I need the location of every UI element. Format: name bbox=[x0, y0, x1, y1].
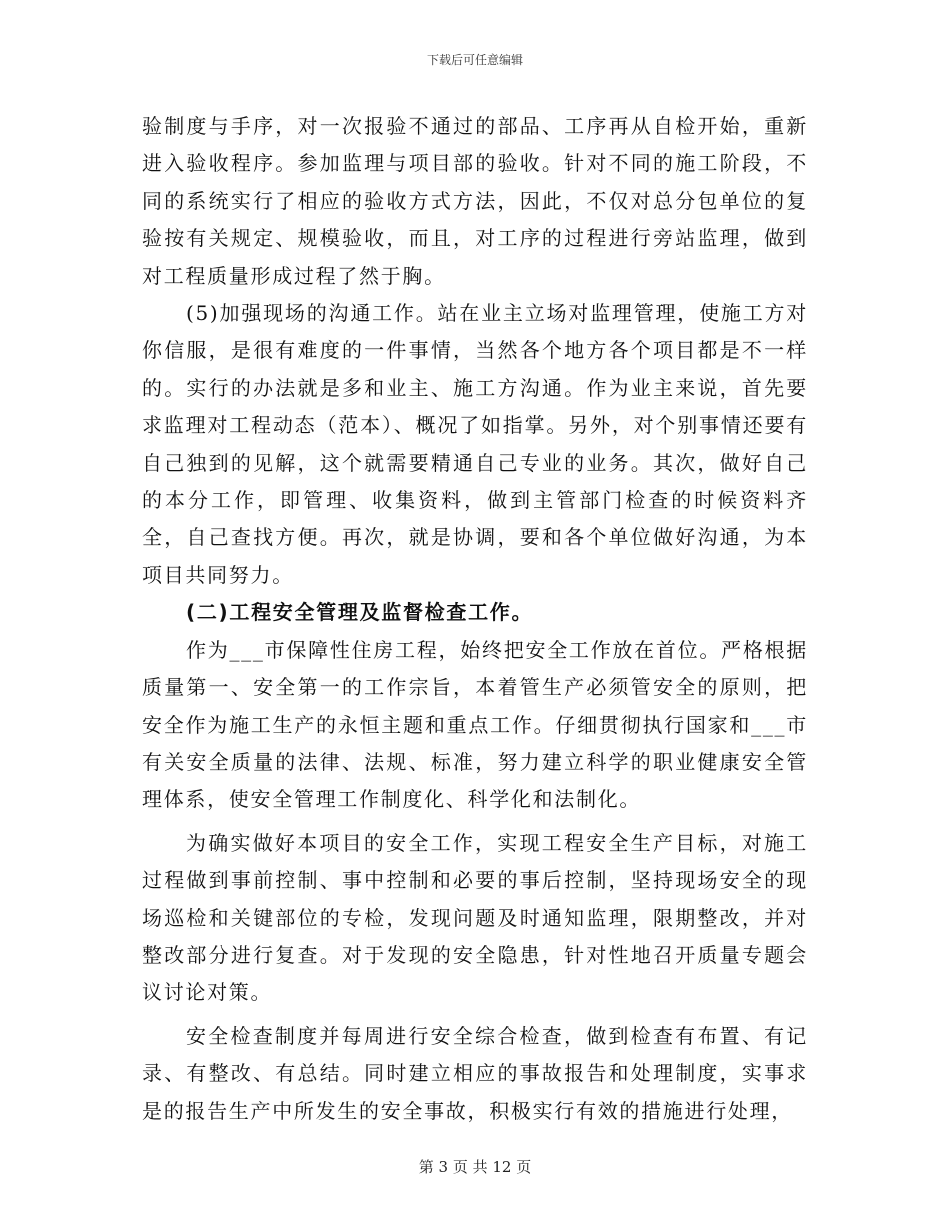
section-heading-safety: (二)工程安全管理及监督检查工作。 bbox=[186, 600, 534, 625]
paragraph-safety-inspection: 安全检查制度并每周进行安全综合检查，做到检查有布置、有记录、有整改、有总结。同时建立相应的事故报告和处理制度，实事求是的报告生产中所发生的安全事故，积极实行有效的措施进行处理， bbox=[142, 1023, 808, 1123]
document-body bbox=[142, 108, 808, 1130]
paragraph-safety-priority: 作为___市保障性住房工程，始终把安全工作放在首位。严格根据质量第一、安全第一的工作宗旨，本着管生产必须管安全的原则，把安全作为施工生产的永恒主题和重点工作。仔细贯彻执行国家和___市有关安全质量的法律、法规、标准，努力建立科学的职业健康安全管理体系，使安全管理工作制度化、科学化和法制化。 bbox=[142, 637, 808, 812]
paragraph-safety-control: 为确实做好本项目的安全工作，实现工程安全生产目标，对施工过程做到事前控制、事中控制和必要的事后控制，坚持现场安全的现场巡检和关键部位的专检，发现问题及时通知监理，限期整改，并对整改部分进行复查。对于发现的安全隐患，针对性地召开质量专题会议讨论对策。 bbox=[142, 830, 808, 1005]
paragraph-acceptance-continued: 验制度与手序，对一次报验不通过的部品、工序再从自检开始，重新进入验收程序。参加监理与项目部的验收。针对不同的施工阶段，不同的系统实行了相应的验收方式方法，因此，不仅对总分包单位的复验按有关规定、规模验收，而且，对工序的过程进行旁站监理，做到对工程质量形成过程了然于胸。 bbox=[142, 114, 808, 288]
page-number: 第 3 页 共 12 页 bbox=[418, 1158, 532, 1176]
page-header-note: 下载后可任意编辑 bbox=[426, 53, 523, 67]
paragraph-communication: (5)加强现场的沟通工作。站在业主立场对监理管理，使施工方对你信服，是很有难度的一件事情，当然各个地方各个项目都是不一样的。实行的办法就是多和业主、施工方沟通。作为业主来说，首先要求监理对工程动态（范本）、概况了如指掌。另外，对个别事情还要有自己独到的见解，这个就需要精通自己专业的业务。其次，做好自己的本分工作，即管理、收集资料，做到主管部门检查的时候资料齐全，自己查找方便。再次，就是协调，要和各个单位做好沟通，为本项目共同努力。 bbox=[142, 301, 808, 587]
